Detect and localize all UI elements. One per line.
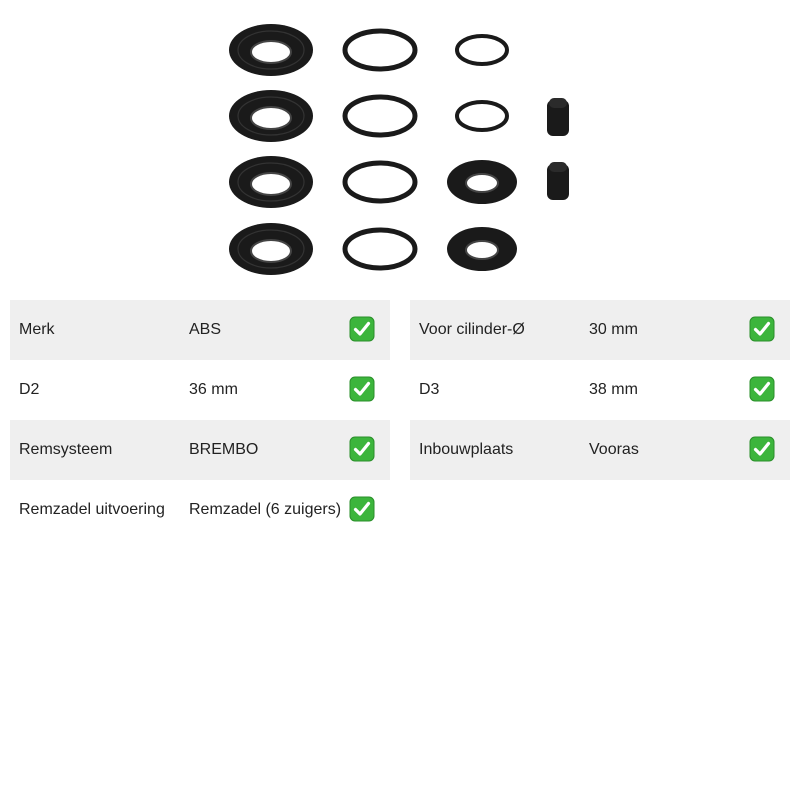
spec-label: Voor cilinder-Ø [419,321,525,338]
check-icon [749,316,775,342]
spec-label: D2 [19,381,40,398]
spec-row [410,420,790,480]
spec-value: 36 mm [189,381,238,398]
spec-row [10,300,390,360]
seal-shape [345,97,415,135]
check-icon [349,436,375,462]
bleed-cap-top-shape [549,162,567,172]
check-icon [349,316,375,342]
spec-label: D3 [419,381,440,398]
spec-value: ABS [189,321,222,338]
spec-row [10,480,390,540]
spec-row [10,420,390,480]
spec-value: Vooras [589,441,639,458]
product-image [220,14,590,286]
spec-table-right [410,300,790,480]
spec-value: 30 mm [589,321,638,338]
spec-value: BREMBO [189,441,259,458]
check-icon [349,496,375,522]
seal-shape [345,31,415,69]
check-icon [749,436,775,462]
spec-row [10,360,390,420]
seal-shape [457,102,507,130]
spec-value: 38 mm [589,381,638,398]
seal-shape [345,230,415,268]
spec-table-left [10,300,390,540]
spec-row [410,300,790,360]
seal-shape [457,36,507,64]
check-icon [349,376,375,402]
bleed-cap-top-shape [549,98,567,108]
spec-label: Inbouwplaats [419,441,514,458]
spec-value: Remzadel (6 zuigers) [189,501,342,518]
spec-label: Merk [19,321,55,338]
spec-row [410,360,790,420]
spec-label: Remzadel uitvoering [19,501,165,518]
seal-shape [345,163,415,201]
spec-label: Remsysteem [19,441,113,458]
check-icon [749,376,775,402]
